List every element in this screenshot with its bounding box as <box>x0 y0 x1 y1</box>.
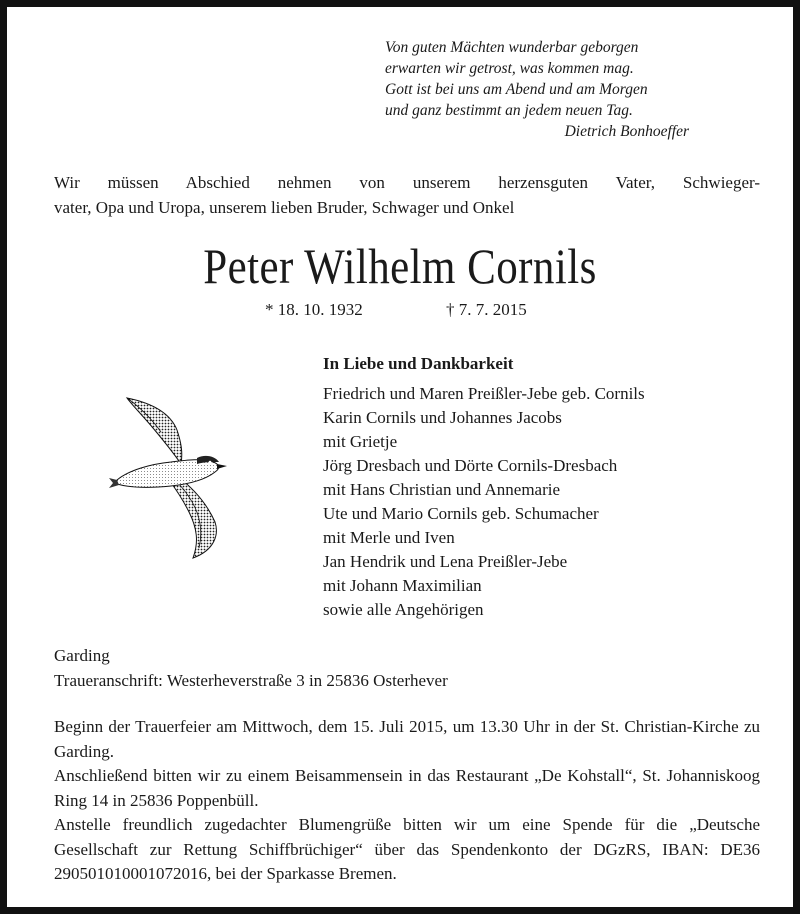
ceremony-text: Beginn der Trauerfeier am Mittwoch, dem 15. Juli 2015, um 13.30 Uhr in der St. Christian-Kirche zu Garding. <box>54 717 760 761</box>
service-details <box>54 715 760 887</box>
family-list <box>323 352 763 622</box>
quote-author: Dietrich Bonhoeffer <box>564 123 689 140</box>
family-member: mit Johann Maximilian <box>323 576 482 595</box>
quote-line: Von guten Mächten wunderbar geborgen <box>385 39 639 56</box>
family-member: sowie alle Angehörigen <box>323 600 484 619</box>
quote-line: erwarten wir getrost, was kommen mag. <box>385 60 634 77</box>
seagull-icon <box>107 392 232 562</box>
gathering-text: Anschließend bitten wir zu einem Beisammensein in das Restaurant „De Kohstall“, St. Johanniskoog Ring 14 in 25836 Poppenbüll. <box>54 766 760 810</box>
deceased-name: Peter Wilhelm Cornils <box>203 238 597 294</box>
death-date: † 7. 7. 2015 <box>446 300 527 319</box>
quote-line: und ganz bestimmt an jedem neuen Tag. <box>385 102 633 119</box>
intro-line-2: vater, Opa und Uropa, unserem lieben Bruder, Schwager und Onkel <box>54 198 515 217</box>
bonhoeffer-quote <box>385 37 725 142</box>
intro-text <box>54 170 760 220</box>
intro-line-1: Wir müssen Abschied nehmen von unserem herzensguten Vater, Schwieger- <box>54 173 760 192</box>
quote-line: Gott ist bei uns am Abend und am Morgen <box>385 81 648 98</box>
family-member: Jörg Dresbach und Dörte Cornils-Dresbach <box>323 456 618 475</box>
family-member: Ute und Mario Cornils geb. Schumacher <box>323 504 599 523</box>
town: Garding <box>54 646 110 665</box>
family-member: mit Grietje <box>323 432 398 451</box>
birth-date: * 18. 10. 1932 <box>265 300 363 319</box>
family-heading: In Liebe und Dankbarkeit <box>323 354 514 373</box>
family-member: Karin Cornils und Johannes Jacobs <box>323 408 562 427</box>
mourning-address: Traueranschrift: Westerheverstraße 3 in 25836 Osterhever <box>54 671 448 690</box>
family-member: mit Merle und Iven <box>323 528 455 547</box>
family-member: Jan Hendrik und Lena Preißler-Jebe <box>323 552 568 571</box>
location-block <box>54 643 760 693</box>
family-member: Friedrich und Maren Preißler-Jebe geb. Cornils <box>323 384 645 403</box>
donation-text: Anstelle freundlich zugedachter Blumengrüße bitten wir um eine Spende für die „Deutsche Gesellschaft zur Rettung Schiffbrüchiger“ über das Spendenkonto der DGzRS, IBAN: DE36 290501010001072016, bei der Sparkasse Bremen. <box>54 815 760 883</box>
family-member: mit Hans Christian und Annemarie <box>323 480 561 499</box>
